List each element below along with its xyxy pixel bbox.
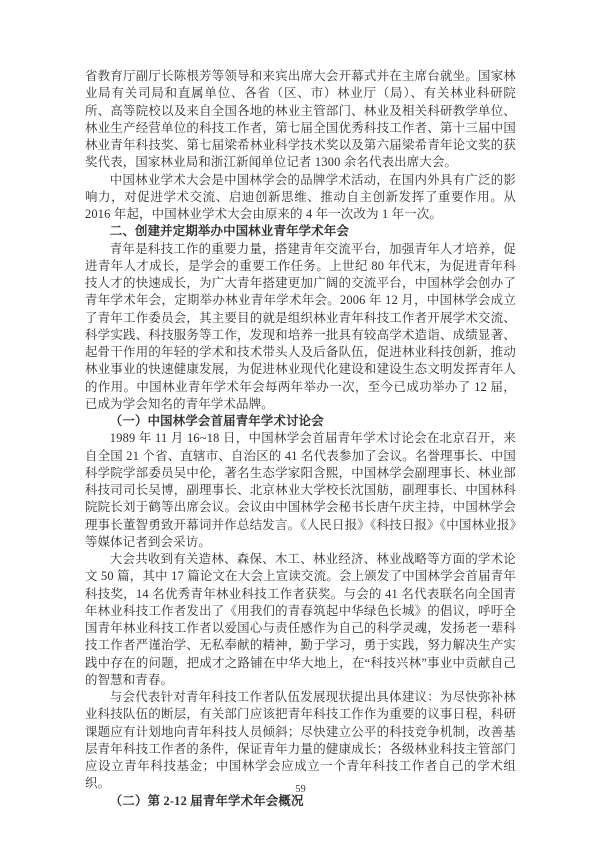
paragraph: 1989 年 11 月 16~18 日，中国林学会首届青年学术讨论会在北京召开，来自全国 21 个省、直辖市、自治区的 41 名代表参加了会议。名誉理事长、中国科学院学部委员吴中伦，著名生态学家阳含熙，中国林学会副理事长、林业部科技司司长吴博，副理事长、北京林业大学校长沈国舫，副理事长、中国林科院院长刘于鹤等出席会议。会议由中国林学会秘书长唐午庆主持，中国林学会理事长董智勇致开幕词并作总结发言。《人民日报》《科技日报》《中国林业报》等媒体记者到会采访。 [85, 431, 516, 549]
page-number: 59 [295, 784, 306, 795]
text-column [85, 68, 516, 810]
paragraph: 中国林业学术大会是中国林学会的品牌学术活动，在国内外具有广泛的影响力，对促进学术交流、启迪创新思维、推动自主创新发挥了重要作用。从 2016 年起，中国林业学术大会由原来的 4 年一次改为 1 年一次。 [85, 172, 516, 221]
paragraph-continuation: 省教育厅副厅长陈根芳等领导和来宾出席大会开幕式并在主席台就坐。国家林业局有关司局和直属单位、各省（区、市）林业厅（局）、有关林业科研院所、高等院校以及来自全国各地的林业主管部门、林业及相关科研教学单位、林业生产经营单位的科技工作者，第七届全国优秀科技工作者、第十三届中国林业青年科技奖、第七届梁希林业科学技术奖以及第六届梁希青年论文奖的获奖代表，国家林业局和浙江新闻单位记者 1300 余名代表出席大会。 [85, 69, 516, 170]
subsection-heading-2: （二）第 2-12 届青年学术年会概况 [109, 793, 304, 808]
paragraph: 青年是科技工作的重要力量，搭建青年交流平台，加强青年人才培养，促进青年人才成长，是学会的重要工作任务。上世纪 80 年代末，为促进青年科技人才的快速成长，为广大青年搭建更加广阔的交流平台，中国林学会创办了青年学术年会，定期举办林业青年学术年会。2006 年 12 月，中国林学会成立了青年工作委员会，其主要目的就是组织林业青年科技工作者开展学术交流、科学实践、科技服务等工作，发现和培养一批具有较高学术造诣、成绩显著、起骨干作用的年轻的学术和技术带头人及后备队伍，促进林业科技创新，推动林业事业的快速健康发展，为促进林业现代化建设和建设生态文明发挥青年人的作用。中国林业青年学术年会每两年举办一次，至今已成功举办了 12 届，已成为学会知名的青年学术品牌。 [85, 241, 516, 411]
paragraph: 与会代表针对青年科技工作者队伍发展现状提出具体建议：为尽快弥补林业科技队伍的断层，有关部门应该把青年科技工作作为重要的议事日程，科研课题应有计划地向青年科技人员倾斜；尽快建立公平的科技竞争机制，改善基层青年科技工作者的条件，保证青年力量的健康成长；各级林业科技主管部门应设立青年科技基金；中国林学会应成立一个青年科技工作者自己的学术组织。 [85, 690, 516, 791]
section-heading-2: 二、创建并定期举办中国林业青年学术年会 [109, 224, 350, 239]
subsection-heading-1: （一）中国林学会首届青年学术讨论会 [109, 414, 324, 428]
paragraph: 大会共收到有关造林、森保、木工、林业经济、林业战略等方面的学术论文 50 篇，其中 17 篇论文在大会上宣读交流。会上颁发了中国林学会首届青年科技奖，14 名优秀青年林业科技工作者获奖。与会的 41 名代表联名向全国青年林业科技工作者发出了《用我们的青春筑起中华绿色长城》的倡议，呼吁全国青年林业科技工作者以爱国心与责任感作为自己的科学灵魂，发扬老一辈科技工作者严谨治学、无私奉献的精神，勤于学习，勇于实践，努力解决生产实践中存在的问题，把成才之路铺在中华大地上，在“科技兴林”事业中贡献自己的智慧和青春。 [85, 552, 516, 687]
